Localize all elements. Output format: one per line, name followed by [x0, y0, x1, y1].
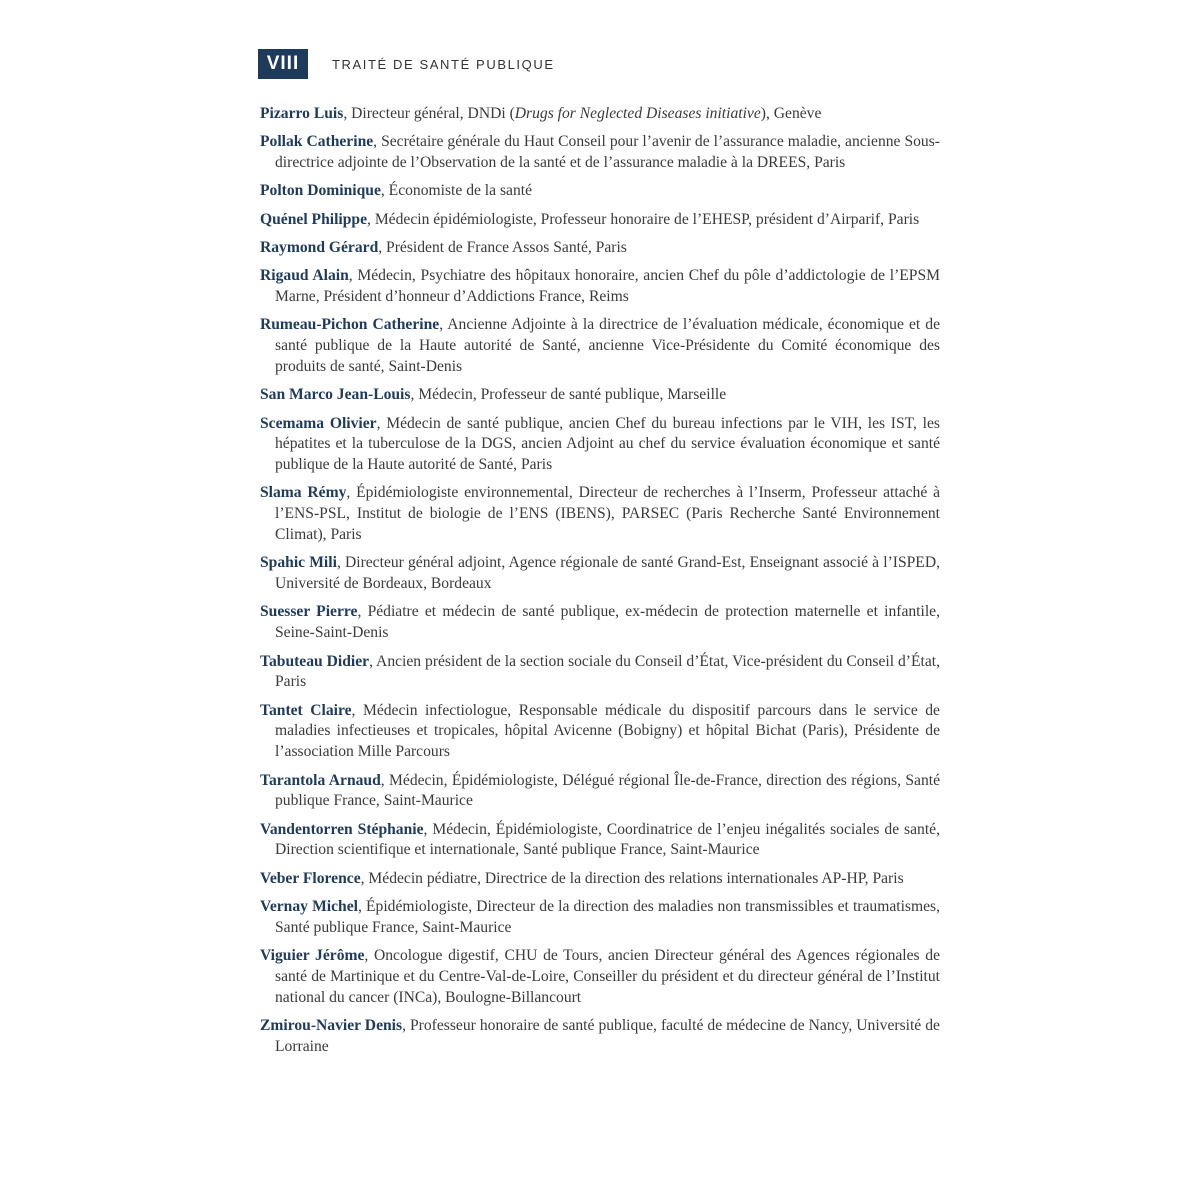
- contributor-name: Pollak Catherine: [260, 133, 374, 151]
- contributor-name: Polton Dominique: [260, 182, 381, 200]
- contributor-description: , Médecin de santé publique, ancien Chef du bureau infections par le VIH, les IST, les hépatites et la tuberculose de la DGS, ancien Adjoint au chef du service évaluation économique et santé publique de la Haute autorité de Santé, Paris: [275, 414, 940, 474]
- contributor-entry: [260, 414, 940, 476]
- contributor-name: Scemama Olivier: [260, 414, 377, 432]
- contributor-description: , Secrétaire générale du Haut Conseil pour l’avenir de l’assurance maladie, ancienne Sous-directrice adjointe de l’Observation de la santé et de l’assurance maladie à la DREES, Paris: [275, 133, 940, 172]
- contributor-entry: [260, 238, 940, 259]
- contributor-entry: [260, 1016, 940, 1058]
- running-title: TRAITÉ DE SANTÉ PUBLIQUE: [332, 56, 555, 72]
- contributor-description: , Médecin, Psychiatre des hôpitaux honoraire, ancien Chef du pôle d’addictologie de l’EPSM Marne, Président d’honneur d’Addictions France, Reims: [275, 267, 940, 306]
- contributor-name: Raymond Gérard: [260, 238, 379, 256]
- contributor-description: , Ancien président de la section sociale du Conseil d’État, Vice-président du Conseil d’État, Paris: [275, 652, 940, 691]
- contributor-description: , Pédiatre et médecin de santé publique, ex-médecin de protection maternelle et infantile, Seine-Saint-Denis: [275, 603, 940, 642]
- contributor-description: , Directeur général adjoint, Agence régionale de santé Grand-Est, Enseignant associé à l’ISPED, Université de Bordeaux, Bordeaux: [275, 554, 940, 593]
- contributor-name: Rumeau-Pichon Catherine: [260, 316, 440, 334]
- contributor-entry: [260, 553, 940, 595]
- contributor-description: , Médecin épidémiologiste, Professeur honoraire de l’EHESP, président d’Airparif, Paris: [367, 210, 920, 228]
- contributor-description: , Médecin pédiatre, Directrice de la direction des relations internationales AP-HP, Paris: [360, 869, 904, 887]
- contributor-entry: [260, 132, 940, 174]
- page-number: VIII: [258, 49, 308, 79]
- contributor-entry: [260, 869, 940, 890]
- contributor-description: , Épidémiologiste, Directeur de la direction des maladies non transmissibles et traumatismes, Santé publique France, Saint-Maurice: [275, 898, 940, 936]
- contributor-name: Veber Florence: [260, 869, 361, 887]
- contributor-entry: [260, 483, 940, 545]
- contributor-name: Vernay Michel: [260, 898, 358, 915]
- contributor-entry: [260, 652, 940, 694]
- contributor-description: , Président de France Assos Santé, Paris: [378, 238, 627, 256]
- contributor-name: Pizarro Luis: [260, 105, 344, 122]
- contributor-description: , Médecin, Professeur de santé publique, Marseille: [410, 386, 727, 404]
- contributor-entry: [260, 602, 940, 644]
- contributor-entry: [260, 266, 940, 308]
- contributor-name: Tabuteau Didier: [260, 652, 370, 670]
- contributor-list: [260, 104, 940, 1065]
- contributor-entry: [260, 210, 940, 231]
- contributor-description: , Économiste de la santé: [380, 182, 533, 200]
- contributor-name: Quénel Philippe: [260, 210, 368, 228]
- contributor-name: Suesser Pierre: [260, 603, 358, 621]
- contributor-entry: [260, 897, 940, 939]
- contributor-name: Tantet Claire: [260, 701, 352, 719]
- contributor-name: Viguier Jérôme: [260, 947, 365, 965]
- contributor-description: , Médecin, Épidémiologiste, Délégué régional Île-de-France, direction des régions, Santé publique France, Saint-Maurice: [275, 771, 941, 810]
- contributor-entry: [260, 181, 940, 202]
- contributor-description: , Professeur honoraire de santé publique, faculté de médecine de Nancy, Université de Lorraine: [275, 1016, 940, 1055]
- contributor-name: Spahic Mili: [260, 554, 337, 572]
- contributor-description: , Directeur général, DNDi (Drugs for Neglected Diseases initiative), Genève: [343, 105, 822, 122]
- contributor-description: , Médecin, Épidémiologiste, Coordinatrice de l’enjeu inégalités sociales de santé, Direction scientifique et internationale, Santé publique France, Saint-Maurice: [275, 820, 940, 859]
- contributor-entry: [260, 385, 940, 406]
- contributor-entry: [260, 771, 940, 813]
- contributor-name: Rigaud Alain: [260, 267, 349, 285]
- contributor-name: Zmirou-Navier Denis: [260, 1016, 403, 1034]
- running-header: [258, 49, 555, 79]
- contributor-name: San Marco Jean-Louis: [260, 386, 411, 404]
- contributor-entry: [260, 946, 940, 1008]
- contributor-entry: [260, 701, 940, 763]
- contributor-entry: [260, 820, 940, 862]
- contributor-entry: [260, 104, 940, 125]
- contributor-entry: [260, 315, 940, 377]
- contributor-description: , Ancienne Adjointe à la directrice de l’évaluation médicale, économique et de santé publique de la Haute autorité de Santé, ancienne Vice-Présidente du Comité économique des produits de santé, Saint-Denis: [275, 316, 940, 375]
- contributor-description: , Oncologue digestif, CHU de Tours, ancien Directeur général des Agences régionales de santé de Martinique et du Centre-Val-de-Loire, Conseiller du président et du directeur général de l’Institut national du cancer (INCa), Boulogne-Billancourt: [275, 947, 941, 1006]
- contributor-name: Vandentorren Stéphanie: [260, 820, 424, 838]
- contributor-description: , Médecin infectiologue, Responsable médicale du dispositif parcours dans le service de maladies infectieuses et tropicales, hôpital Avicenne (Bobigny) et hôpital Bichat (Paris), Présidente de l’association Mille Parcours: [275, 701, 940, 761]
- contributor-description: , Épidémiologiste environnemental, Directeur de recherches à l’Inserm, Professeur attaché à l’ENS-PSL, Institut de biologie de l’ENS (IBENS), PARSEC (Paris Recherche Santé Environnement Climat), Paris: [275, 484, 940, 544]
- contributor-name: Tarantola Arnaud: [260, 771, 381, 789]
- contributor-name: Slama Rémy: [260, 484, 347, 502]
